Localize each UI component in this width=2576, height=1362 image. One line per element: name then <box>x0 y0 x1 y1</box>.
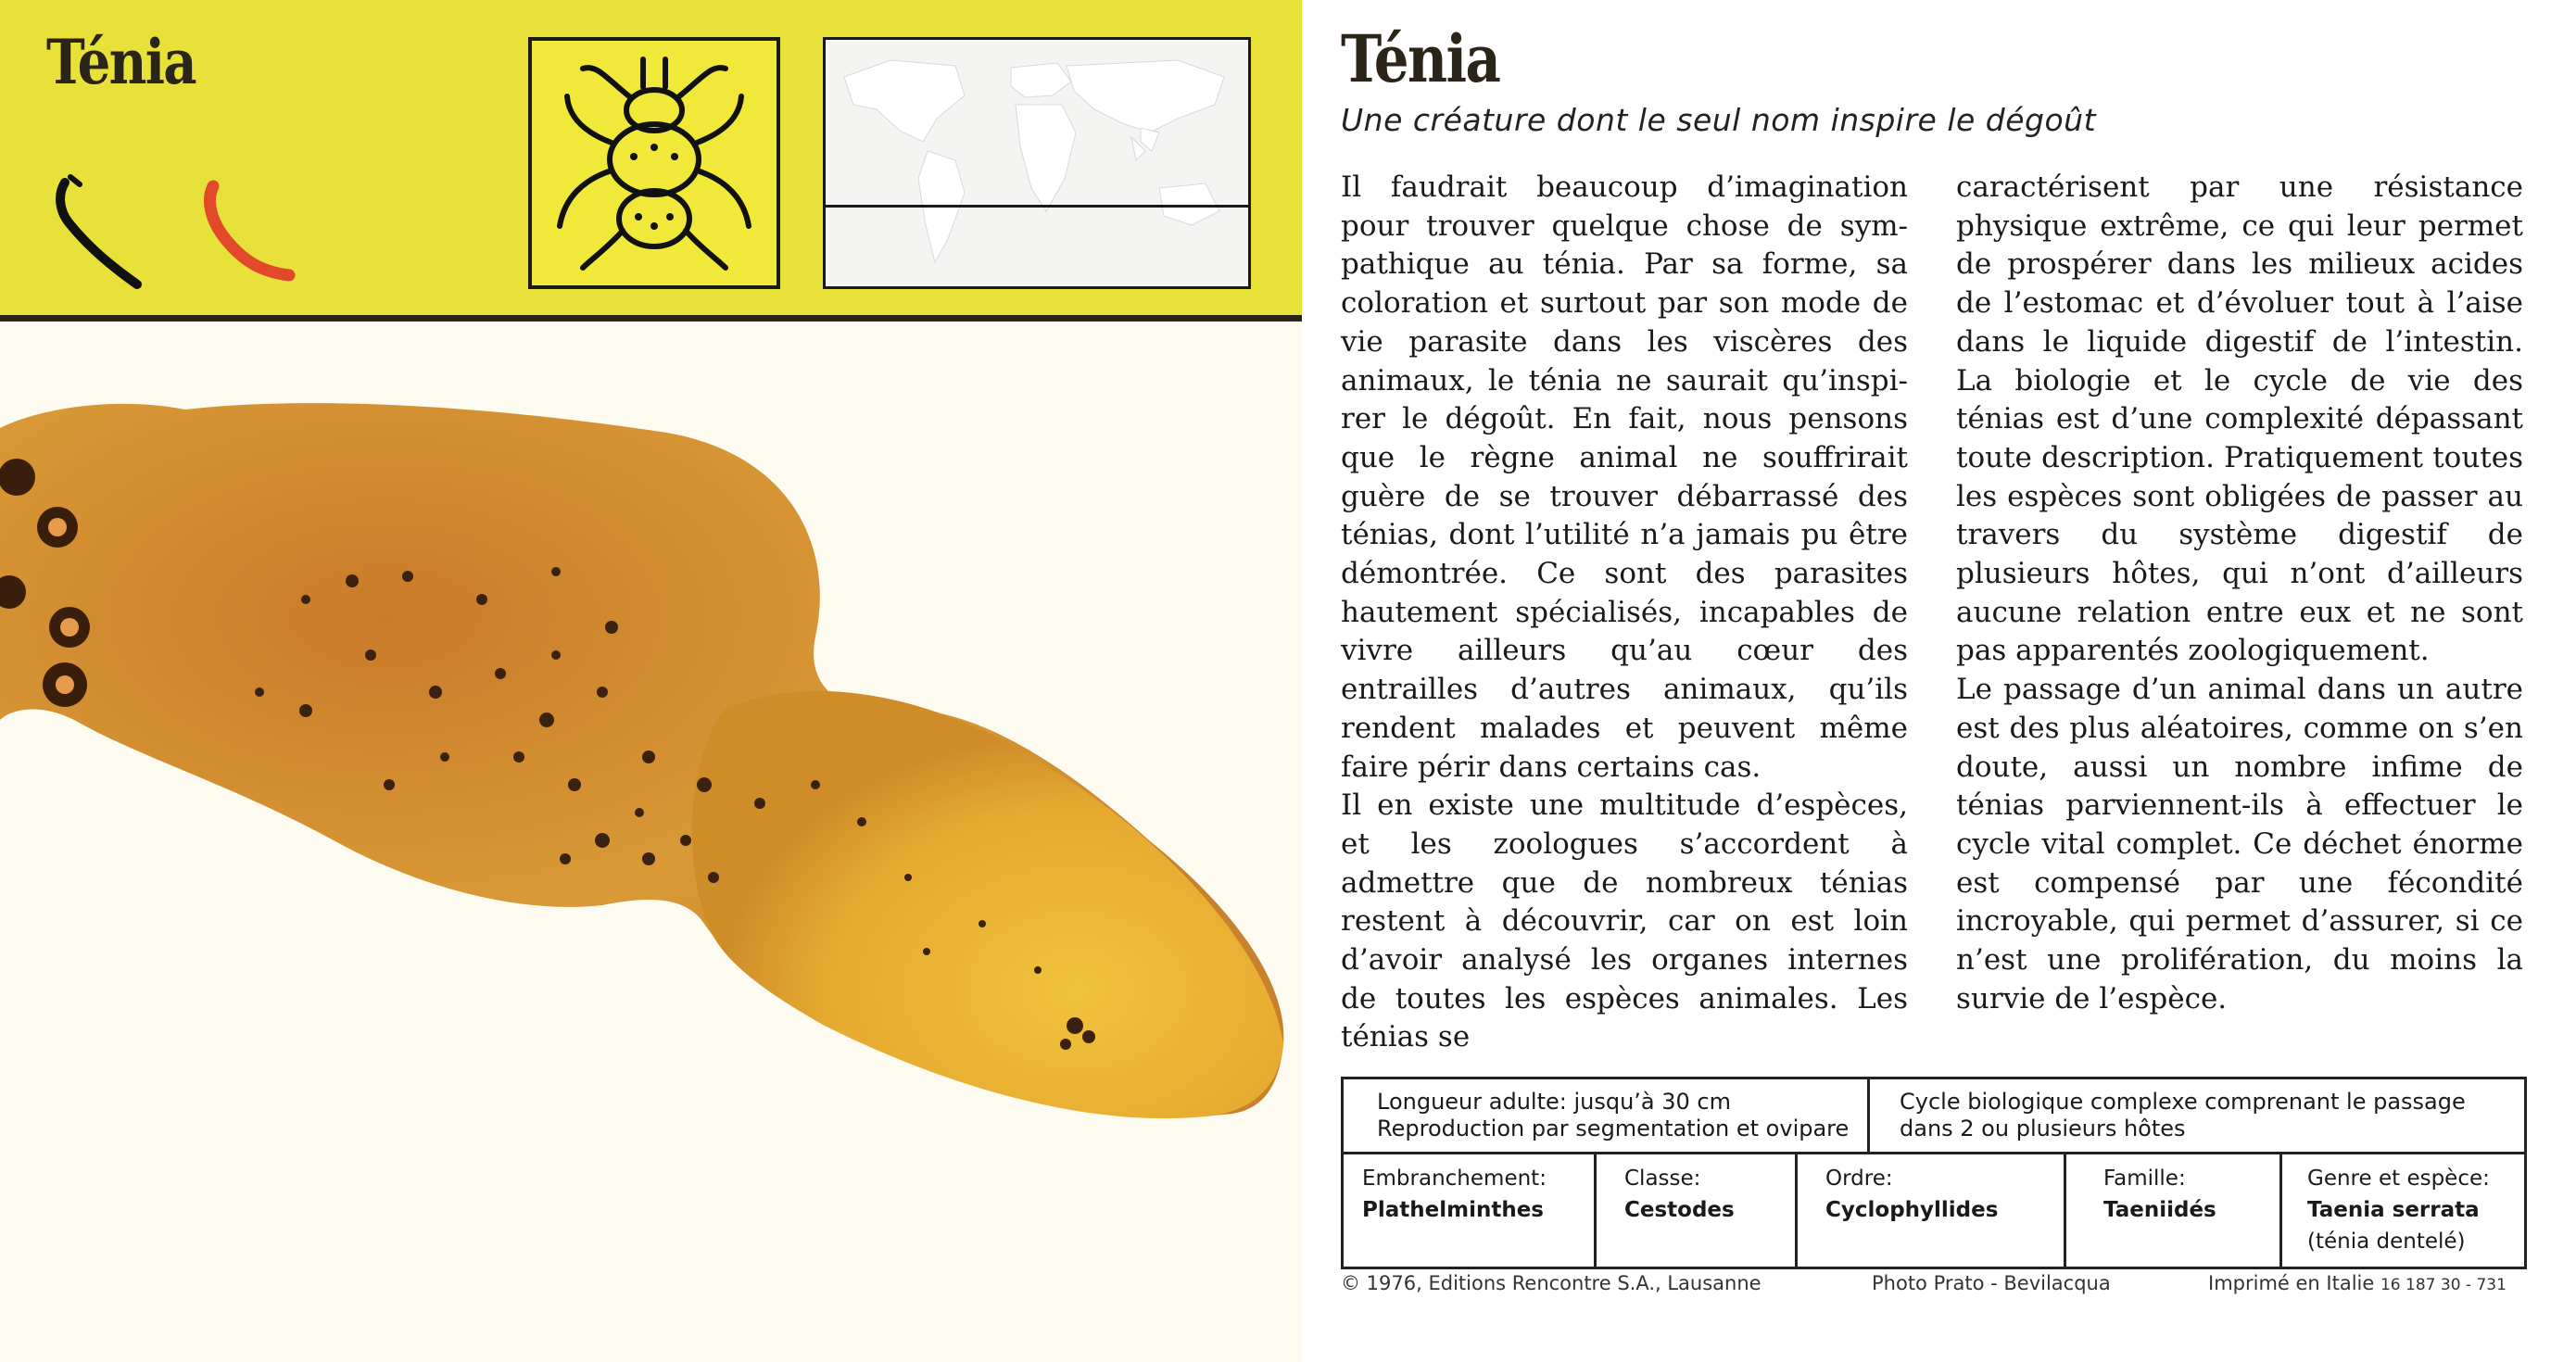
cycle-line-2: dans 2 ou plusieurs hôtes <box>1900 1116 2186 1141</box>
taxonomy-value: Cyclophyllides <box>1825 1198 1999 1222</box>
taxonomy-classe <box>1624 1163 1735 1226</box>
habitat-icons <box>46 171 306 292</box>
text-column-2 <box>1956 169 2523 1018</box>
paragraph: Le passage d’un animal dans un autre est des plus aléatoires, comme on s’en doute, aussi un nombre infime de ténias parviennent-ils à effectuer le cycle vital complet. Ce déchet énorme est compensé par une fécondité incroyable, qui permet d’assurer, si ce n’est une prolifération, du moins la survie de l’espèce. <box>1956 673 2523 1015</box>
facts-table <box>1341 1077 2527 1269</box>
text-column-1 <box>1341 169 1908 1057</box>
taxonomy-value: Taeniidés <box>2103 1198 2216 1222</box>
paragraph: caractérisent par une résistance physique extrême, ce qui leur permet de prospérer dans les milieux acides de l’estomac et d’évoluer tout à l’aise dans le liquide digestif de l’intestin. La biologie et le cycle de vie des ténias est d’une complexité dépassant toute description. Pratiquement toutes les espèces sont obligées de passer au travers du système digestif de plusieurs hôtes, qui n’ont d’ailleurs aucune relation entre eux et ne sont pas apparentés zoologiquement. <box>1956 170 2523 668</box>
copyright: © 1976, Editions Rencontre S.A., Lausanne <box>1341 1272 1762 1294</box>
taxonomy-value: Cestodes <box>1624 1198 1735 1222</box>
divider <box>1867 1079 1870 1152</box>
distribution-map <box>823 37 1251 289</box>
taxonomy-value: Plathelminthes <box>1362 1198 1544 1222</box>
species-symbol <box>528 37 780 289</box>
taxonomy-label: Ordre: <box>1825 1167 1893 1191</box>
facts-summary-row <box>1344 1079 2524 1154</box>
header-divider <box>0 315 1302 322</box>
paragraph: Il en existe une multitude d’espèces, et les zoologues s’accordent à admettre que de nombreux ténias restent à découvrir, car on est loin d’avoir analysé les organes internes de toutes les espèces animales. Les ténias se <box>1341 788 1908 1054</box>
divider <box>1795 1152 1798 1267</box>
world-map <box>826 40 1248 286</box>
facts-cycle-cell <box>1900 1089 2511 1142</box>
taxonomy-label: Famille: <box>2103 1167 2186 1191</box>
map-divider <box>826 205 1248 208</box>
divider <box>2279 1152 2282 1267</box>
worm-red-icon <box>209 186 289 275</box>
taxonomy-famille <box>2103 1163 2216 1226</box>
cycle-line-1: Cycle biologique complexe comprenant le passage <box>1900 1089 2466 1115</box>
taxonomy-common-name: (ténia dentelé) <box>2307 1230 2466 1254</box>
right-card <box>1302 0 2576 1362</box>
page-subtitle: Une créature dont le seul nom inspire le dégoût <box>1341 102 2097 138</box>
adult-length: Longueur adulte: jusqu’à 30 cm <box>1377 1089 1732 1115</box>
reproduction: Reproduction par segmentation et ovipare <box>1377 1116 1850 1141</box>
page-title: Ténia <box>1341 20 1500 97</box>
divider <box>2064 1152 2066 1267</box>
divider <box>1594 1152 1597 1267</box>
printed-label: Imprimé en Italie <box>2208 1272 2375 1294</box>
worm-black-icon <box>60 177 137 284</box>
photo-credit: Photo Prato - Bevilacqua <box>1872 1272 2111 1294</box>
taxonomy-label: Genre et espèce: <box>2307 1167 2490 1191</box>
printed-in <box>2208 1272 2507 1294</box>
taxonomy-value: Taenia serrata <box>2307 1198 2480 1222</box>
taxonomy-genre-espece <box>2307 1163 2490 1257</box>
tapeworm-photo <box>0 322 1302 1362</box>
paragraph: Il faudrait beaucoup d’imagination pour trouver quelque chose de sympathique au ténia. Par sa forme, sa coloration et surtout par son mode de vie parasite dans les viscères des animaux, le ténia ne saurait qu’inspirer le dégoût. En fait, nous pensons que le règne animal ne souffrirait guère de se trouver débarrassé des ténias, dont l’utilité n’a jamais pu être démontrée. Ce sont des parasites hautement spécialisés, incapables de vivre ailleurs qu’au cœur des entrailles d’autres animaux, qu’ils rendent malades et peuvent même faire périr dans certains cas. <box>1341 170 1908 784</box>
taxonomy-row <box>1344 1152 2524 1267</box>
taxonomy-ordre <box>1825 1163 1998 1226</box>
card-title: Ténia <box>46 26 196 98</box>
taxonomy-label: Classe: <box>1624 1167 1701 1191</box>
card-code: 16 187 30 - 731 <box>2380 1276 2507 1294</box>
taxonomy-label: Embranchement: <box>1362 1167 1547 1191</box>
parasite-symbol-icon <box>532 41 777 285</box>
facts-length-cell <box>1377 1089 1849 1142</box>
taxonomy-embranchement <box>1362 1163 1547 1226</box>
